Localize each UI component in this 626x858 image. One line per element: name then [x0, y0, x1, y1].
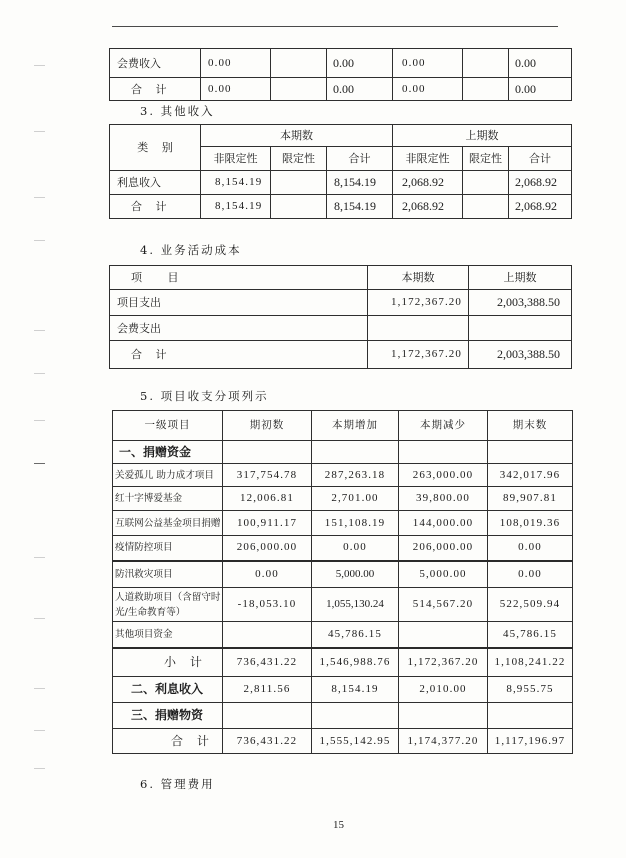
row-label: 会费收入 — [110, 49, 201, 78]
value-cell: 0.00 — [509, 78, 572, 101]
value-cell: 5,000.00 — [399, 561, 488, 588]
value-cell — [368, 316, 469, 341]
table-row — [113, 511, 573, 536]
row-label: 利息收入 — [110, 171, 201, 195]
value-cell: 1,172,367.20 — [368, 341, 469, 369]
value-cell: 1,172,367.20 — [399, 648, 488, 677]
row-label: 一、捐赠资金 — [113, 441, 223, 464]
scan-margin-mark — [34, 730, 45, 731]
header-rule — [112, 26, 558, 27]
table-row — [113, 622, 573, 648]
value-cell: 100,911.17 — [223, 511, 312, 536]
value-cell: 151,108.19 — [312, 511, 399, 536]
table-row — [113, 487, 573, 511]
value-cell: 2,068.92 — [509, 171, 572, 195]
column-header: 合计 — [509, 147, 572, 171]
column-header: 本期数 — [201, 125, 393, 147]
value-cell — [271, 195, 327, 219]
value-cell: 8,154.19 — [201, 171, 271, 195]
table-row — [113, 441, 573, 464]
value-cell: 2,811.56 — [223, 677, 312, 703]
table-row — [113, 677, 573, 703]
value-cell: 1,546,988.76 — [312, 648, 399, 677]
table-row — [110, 171, 572, 195]
value-cell: 0.00 — [327, 78, 393, 101]
value-cell: 12,006.81 — [223, 487, 312, 511]
value-cell: 45,786.15 — [488, 622, 573, 648]
value-cell — [271, 49, 327, 78]
column-header: 限定性 — [271, 147, 327, 171]
scan-margin-mark — [34, 373, 45, 374]
row-label: 人道救助项目（含留守时光/生命教育等） — [113, 588, 223, 622]
table-row — [110, 316, 572, 341]
column-header: 类 别 — [110, 125, 201, 171]
value-cell: 1,117,196.97 — [488, 729, 573, 754]
value-cell: 1,555,142.95 — [312, 729, 399, 754]
project-breakdown-table — [112, 410, 573, 754]
row-label: 互联网公益基金项目捐赠 — [113, 511, 223, 536]
value-cell — [463, 171, 509, 195]
value-cell: 736,431.22 — [223, 729, 312, 754]
table-row — [110, 49, 572, 78]
value-cell: 522,509.94 — [488, 588, 573, 622]
value-cell: 736,431.22 — [223, 648, 312, 677]
value-cell: 2,003,388.50 — [469, 341, 572, 369]
row-label: 红十字博爱基金 — [113, 487, 223, 511]
row-label: 关爱孤儿 助力成才项目 — [113, 464, 223, 487]
value-cell — [463, 49, 509, 78]
subtotal-row — [113, 648, 573, 677]
value-cell — [469, 316, 572, 341]
column-header: 一级项目 — [113, 411, 223, 441]
column-header: 期末数 — [488, 411, 573, 441]
column-header: 本期减少 — [399, 411, 488, 441]
value-cell: 45,786.15 — [312, 622, 399, 648]
row-label: 合 计 — [110, 195, 201, 219]
value-cell: 0.00 — [223, 561, 312, 588]
value-cell: 1,108,241.22 — [488, 648, 573, 677]
value-cell: 206,000.00 — [223, 536, 312, 561]
section-heading-activity-cost: 4. 业务活动成本 — [140, 243, 242, 257]
section-heading-project-breakdown: 5. 项目收支分项列示 — [140, 389, 269, 403]
scan-margin-mark — [34, 688, 45, 689]
value-cell: 0.00 — [201, 78, 271, 101]
scan-margin-mark — [34, 240, 45, 241]
value-cell: 144,000.00 — [399, 511, 488, 536]
section-heading-admin-expense: 6. 管理费用 — [140, 777, 215, 791]
column-header: 上期数 — [393, 125, 572, 147]
value-cell — [488, 441, 573, 464]
membership-income-table — [109, 48, 572, 101]
value-cell: -18,053.10 — [223, 588, 312, 622]
scan-margin-mark — [34, 618, 45, 619]
column-header: 项 目 — [110, 266, 368, 290]
value-cell — [488, 703, 573, 729]
value-cell: 287,263.18 — [312, 464, 399, 487]
column-header: 限定性 — [463, 147, 509, 171]
column-header: 期初数 — [223, 411, 312, 441]
value-cell: 5,000.00 — [312, 561, 399, 588]
value-cell: 0.00 — [201, 49, 271, 78]
value-cell: 2,003,388.50 — [469, 290, 572, 316]
table-row — [113, 588, 573, 622]
value-cell — [463, 78, 509, 101]
value-cell — [399, 441, 488, 464]
row-label: 合 计 — [113, 729, 223, 754]
activity-cost-table — [109, 265, 572, 369]
table-header-row — [110, 125, 572, 147]
value-cell — [399, 622, 488, 648]
value-cell: 8,154.19 — [327, 195, 393, 219]
value-cell: 2,701.00 — [312, 487, 399, 511]
value-cell: 2,010.00 — [399, 677, 488, 703]
value-cell — [271, 78, 327, 101]
table-row — [113, 464, 573, 487]
value-cell: 8,154.19 — [312, 677, 399, 703]
value-cell: 2,068.92 — [393, 171, 463, 195]
value-cell: 1,174,377.20 — [399, 729, 488, 754]
row-label: 疫情防控项目 — [113, 536, 223, 561]
table-row — [113, 536, 573, 561]
value-cell: 89,907.81 — [488, 487, 573, 511]
section-heading-other-income: 3. 其他收入 — [140, 104, 215, 118]
row-label: 其他项目资金 — [113, 622, 223, 648]
column-header: 非限定性 — [201, 147, 271, 171]
scan-margin-mark — [34, 131, 45, 132]
value-cell — [312, 441, 399, 464]
value-cell: 0.00 — [393, 49, 463, 78]
scan-margin-mark — [34, 768, 45, 769]
value-cell: 0.00 — [312, 536, 399, 561]
value-cell: 1,055,130.24 — [312, 588, 399, 622]
value-cell: 263,000.00 — [399, 464, 488, 487]
value-cell: 8,154.19 — [201, 195, 271, 219]
value-cell: 514,567.20 — [399, 588, 488, 622]
table-header-row — [110, 266, 572, 290]
value-cell — [223, 622, 312, 648]
value-cell: 206,000.00 — [399, 536, 488, 561]
value-cell: 0.00 — [509, 49, 572, 78]
value-cell: 8,955.75 — [488, 677, 573, 703]
value-cell: 108,019.36 — [488, 511, 573, 536]
table-row — [113, 703, 573, 729]
value-cell: 317,754.78 — [223, 464, 312, 487]
row-label: 防汛救灾项目 — [113, 561, 223, 588]
value-cell: 0.00 — [488, 561, 573, 588]
value-cell: 0.00 — [327, 49, 393, 78]
table-row — [113, 561, 573, 588]
row-label: 会费支出 — [110, 316, 368, 341]
table-row — [110, 78, 572, 101]
value-cell — [223, 703, 312, 729]
other-income-table — [109, 124, 572, 219]
total-row — [113, 729, 573, 754]
column-header: 上期数 — [469, 266, 572, 290]
value-cell: 0.00 — [488, 536, 573, 561]
scan-margin-mark — [34, 330, 45, 331]
value-cell: 342,017.96 — [488, 464, 573, 487]
scan-margin-mark — [34, 420, 45, 421]
row-label: 二、利息收入 — [113, 677, 223, 703]
scan-margin-mark — [34, 463, 45, 464]
table-row — [110, 195, 572, 219]
value-cell: 1,172,367.20 — [368, 290, 469, 316]
table-row — [110, 341, 572, 369]
value-cell — [399, 703, 488, 729]
table-row — [110, 290, 572, 316]
column-header: 本期增加 — [312, 411, 399, 441]
page-number: 15 — [333, 819, 344, 831]
value-cell — [271, 171, 327, 195]
table-header-row — [113, 411, 573, 441]
value-cell: 8,154.19 — [327, 171, 393, 195]
value-cell: 2,068.92 — [509, 195, 572, 219]
column-header: 合计 — [327, 147, 393, 171]
scan-margin-mark — [34, 65, 45, 66]
value-cell — [463, 195, 509, 219]
value-cell: 0.00 — [393, 78, 463, 101]
row-label: 合 计 — [110, 341, 368, 369]
row-label: 项目支出 — [110, 290, 368, 316]
row-label: 三、捐赠物资 — [113, 703, 223, 729]
column-header: 非限定性 — [393, 147, 463, 171]
value-cell — [312, 703, 399, 729]
value-cell: 2,068.92 — [393, 195, 463, 219]
row-label: 小 计 — [113, 648, 223, 677]
column-header: 本期数 — [368, 266, 469, 290]
row-label: 合 计 — [110, 78, 201, 101]
scan-margin-mark — [34, 557, 45, 558]
value-cell: 39,800.00 — [399, 487, 488, 511]
value-cell — [223, 441, 312, 464]
scan-margin-mark — [34, 197, 45, 198]
